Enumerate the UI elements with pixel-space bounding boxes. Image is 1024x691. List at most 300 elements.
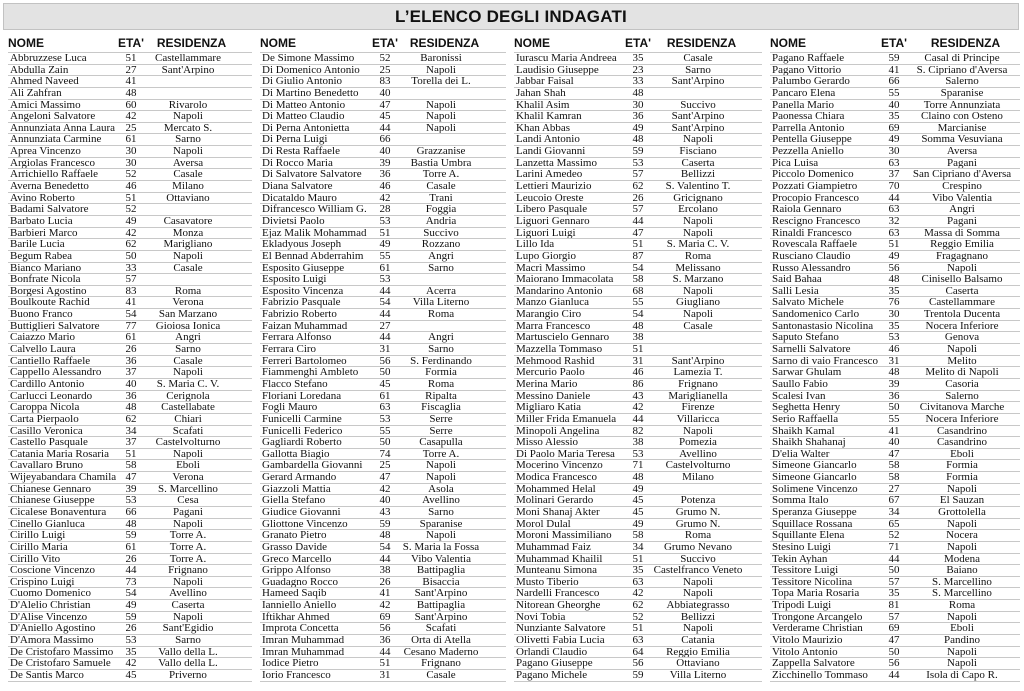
residence-cell: S. Valentino T.	[665, 181, 731, 192]
residence-cell: Napoli	[683, 227, 713, 239]
table-row	[770, 414, 1020, 426]
age-cell: 36	[125, 389, 137, 402]
rows-list	[514, 52, 762, 682]
age-cell: 31	[632, 354, 644, 367]
age-cell: 53	[888, 331, 900, 344]
residence-cell: Napoli	[173, 518, 203, 530]
name-cell: Ianniello Aniello	[262, 600, 337, 611]
residence-cell: Grazzanise	[416, 146, 466, 157]
residence-cell: Torre A.	[169, 553, 207, 565]
residence-cell: Serre	[429, 413, 453, 425]
table-row	[260, 344, 506, 356]
name-cell: Di Perna Antonietta	[262, 122, 350, 134]
residence-cell: Napoli	[173, 250, 203, 262]
name-cell: Ferreri Bartolomeo	[262, 355, 347, 367]
residence-cell	[648, 484, 748, 495]
age-cell: 31	[888, 354, 900, 367]
age-cell: 61	[125, 540, 137, 553]
age-cell: 57	[888, 575, 900, 588]
age-cell: 27	[125, 63, 137, 76]
residence-cell: Baiano	[946, 565, 978, 576]
name-cell: Annunziata Anna Laura	[10, 122, 116, 134]
name-cell: Marangio Ciro	[516, 309, 582, 320]
age-cell: 44	[632, 412, 644, 425]
name-cell: Floriani Loredana	[262, 390, 342, 402]
age-cell: 42	[632, 587, 644, 600]
residence-cell: Casoria	[945, 378, 979, 390]
residence-cell: Somma Vesuviana	[921, 134, 1003, 146]
name-cell: Esposito Giuseppe	[262, 262, 345, 274]
age-cell: 36	[125, 354, 137, 367]
age-cell: 63	[632, 575, 644, 588]
name-cell: Di Salvatore Salvatore	[262, 169, 362, 181]
name-cell: Misso Alessio	[516, 437, 579, 448]
table-row	[770, 635, 1020, 647]
table-row	[770, 251, 1020, 263]
residence-cell: Avellino	[679, 448, 717, 460]
age-cell: 26	[125, 622, 137, 635]
header-name: NOME	[514, 36, 550, 50]
age-cell: 44	[888, 191, 900, 204]
residence-cell: Succivo	[680, 553, 716, 565]
residence-cell: Lamezia T.	[673, 367, 723, 378]
name-cell: Serio Raffaella	[772, 413, 839, 425]
age-cell: 69	[888, 622, 900, 635]
residence-cell: Orta di Atella	[411, 635, 471, 646]
residence-cell	[648, 332, 748, 343]
age-cell: 61	[125, 331, 137, 344]
age-cell: 26	[125, 343, 137, 356]
residence-cell: Grumo N.	[675, 506, 721, 518]
residence-cell: Sparanise	[940, 87, 984, 99]
table-row	[770, 379, 1020, 391]
table-row	[260, 507, 506, 519]
residence-cell: Serre	[429, 425, 453, 437]
age-cell: 59	[379, 517, 391, 530]
header-name: NOME	[8, 36, 44, 50]
age-cell: 51	[632, 552, 644, 565]
name-cell: Liguori Gennaro	[516, 215, 590, 227]
table-row	[514, 670, 762, 682]
age-cell: 48	[125, 401, 137, 414]
age-cell: 56	[632, 657, 644, 670]
name-cell: Hameed Saqib	[262, 588, 327, 600]
residence-cell: Trani	[429, 192, 453, 204]
residence-cell: Chiari	[174, 413, 202, 425]
name-cell: Ahmed Naveed	[10, 76, 79, 87]
age-cell: 52	[125, 168, 137, 181]
name-cell: Pagano Michele	[516, 669, 588, 681]
table-row	[770, 181, 1020, 193]
age-cell: 65	[888, 517, 900, 530]
age-cell: 50	[888, 645, 900, 658]
table-row	[770, 507, 1020, 519]
age-cell: 55	[632, 296, 644, 309]
residence-cell: Roma	[427, 378, 455, 390]
name-cell: Calvello Laura	[10, 344, 76, 355]
residence-cell: Napoli	[683, 623, 713, 635]
age-cell: 45	[632, 494, 644, 507]
table-row	[770, 216, 1020, 228]
name-cell: Khan Abbas	[516, 122, 571, 134]
age-cell: 67	[888, 494, 900, 507]
name-cell: Parrella Antonio	[772, 122, 845, 134]
table-row	[260, 88, 506, 100]
table-row	[8, 53, 252, 65]
name-cell: Badami Salvatore	[10, 204, 89, 215]
name-cell: Aprea Vincenzo	[10, 146, 81, 157]
residence-cell: Ercolano	[678, 204, 718, 215]
residence-cell: Pagani	[173, 506, 203, 518]
residence-cell: Sarno	[175, 344, 201, 355]
table-row	[514, 635, 762, 647]
age-cell: 35	[888, 587, 900, 600]
name-cell: Somma Italo	[772, 495, 829, 506]
name-cell: Funicelli Federico	[262, 425, 343, 437]
name-cell: Pagano Raffaele	[772, 53, 845, 64]
age-cell: 63	[379, 401, 391, 414]
age-cell: 42	[125, 110, 137, 123]
name-cell: Ejaz Malik Mohammad	[262, 227, 367, 239]
residence-cell: Sarno	[428, 506, 454, 518]
name-cell: Cardillo Antonio	[10, 378, 85, 390]
name-cell: Di Resta Raffaele	[262, 146, 340, 157]
table-row	[770, 344, 1020, 356]
rows-list	[770, 52, 1020, 682]
name-cell: Speranza Giuseppe	[772, 506, 857, 518]
residence-cell: Villa Literno	[412, 297, 470, 309]
age-cell: 48	[125, 517, 137, 530]
name-cell: Pica Luisa	[772, 157, 819, 169]
residence-cell: Casandrino	[936, 437, 988, 448]
age-cell: 35	[888, 110, 900, 123]
age-cell: 27	[379, 319, 391, 332]
residence-cell: Sparanise	[419, 518, 463, 530]
name-cell: Molinari Gerardo	[516, 495, 594, 506]
table-row	[8, 216, 252, 228]
name-cell: Squillante Elena	[772, 530, 845, 541]
name-cell: Averna Benedetto	[10, 181, 89, 192]
age-cell: 26	[632, 191, 644, 204]
residence-cell: Ripalta	[425, 390, 457, 402]
name-cell: Nitorean Gheorghe	[516, 600, 601, 611]
table-row	[8, 379, 252, 391]
residence-cell: Firenze	[681, 402, 715, 413]
age-cell: 47	[888, 447, 900, 460]
name-cell: Di Paolo Maria Teresa	[516, 448, 615, 460]
name-cell: Panella Mario	[772, 99, 835, 111]
name-cell: Nardelli Francesco	[516, 588, 600, 600]
header-age: ETA'	[881, 36, 907, 50]
column-header	[770, 34, 1020, 52]
name-cell: Pagano Vittorio	[772, 64, 842, 76]
age-cell: 25	[379, 459, 391, 472]
name-cell: Liguori Luigi	[516, 227, 576, 239]
age-cell: 56	[888, 261, 900, 274]
residence-cell: Napoli	[947, 262, 977, 274]
age-cell: 26	[379, 575, 391, 588]
residence-cell: San Marzano	[158, 309, 218, 320]
age-cell: 44	[888, 668, 900, 681]
residence-cell: Napoli	[683, 588, 713, 600]
name-cell: Ali Zahfran	[10, 87, 62, 99]
age-cell: 53	[379, 214, 391, 227]
residence-cell: Napoli	[683, 285, 713, 297]
residence-cell: Scafati	[425, 623, 457, 635]
name-cell: Carlucci Leonardo	[10, 390, 93, 402]
age-cell: 41	[125, 296, 137, 309]
header-name: NOME	[260, 36, 296, 50]
name-cell: Muhammad Faiz	[516, 541, 591, 553]
name-cell: Zicchinello Tommaso	[772, 669, 868, 681]
name-cell: Mazzella Tommaso	[516, 344, 603, 355]
residence-cell: Formia	[946, 472, 978, 483]
name-cell: Topa Maria Rosaria	[772, 588, 860, 600]
name-cell: Salvato Michele	[772, 297, 844, 309]
name-cell: Lettieri Maurizio	[516, 181, 592, 192]
name-cell: Laudisio Giuseppe	[516, 64, 599, 76]
age-cell: 33	[125, 261, 137, 274]
name-cell: Mehmood Rashid	[516, 355, 595, 367]
table-row	[8, 635, 252, 647]
name-cell: Marra Francesco	[516, 320, 591, 332]
residence-cell: Succivo	[680, 99, 716, 111]
name-cell: Ferrara Ciro	[262, 344, 317, 355]
residence-cell: Napoli	[683, 576, 713, 588]
residence-cell: Battipaglia	[416, 565, 466, 576]
name-cell: Cirillo Maria	[10, 541, 68, 553]
age-cell: 47	[379, 98, 391, 111]
age-cell: 57	[632, 203, 644, 216]
table-row	[8, 542, 252, 554]
residence-cell: Napoli	[426, 99, 456, 111]
name-cell: Argiolas Francesco	[10, 157, 96, 169]
name-cell: Orlandi Claudio	[516, 646, 588, 658]
name-cell: Barbieri Marco	[10, 227, 78, 239]
residence-cell: Vallo della L.	[158, 646, 218, 658]
table-row	[260, 635, 506, 647]
residence-cell: Napoli	[947, 611, 977, 623]
residence-cell: Marigliano	[163, 239, 213, 250]
age-cell: 44	[888, 552, 900, 565]
age-cell: 34	[125, 424, 137, 437]
age-cell: 66	[125, 505, 137, 518]
table-row	[8, 507, 252, 519]
residence-cell: Modena	[943, 553, 981, 565]
name-cell: Maiorano Immacolata	[516, 274, 614, 285]
name-cell: Tekin Ayhan	[772, 553, 828, 565]
name-cell: De Simone Massimo	[262, 53, 355, 64]
age-cell: 57	[125, 273, 137, 286]
age-cell: 42	[379, 191, 391, 204]
age-cell: 56	[888, 657, 900, 670]
age-cell: 42	[632, 401, 644, 414]
residence-cell: Eboli	[176, 460, 200, 472]
residence-cell: Torre Annunziata	[923, 99, 1001, 111]
age-cell: 31	[379, 343, 391, 356]
residence-cell: Casale	[173, 169, 203, 181]
age-cell: 49	[632, 482, 644, 495]
name-cell: Moroni Massimiliano	[516, 530, 612, 541]
residence-cell: Sant'Arpino	[671, 355, 725, 367]
name-cell: Salli Lesia	[772, 285, 819, 297]
table-row	[770, 670, 1020, 682]
residence-cell: Napoli	[426, 530, 456, 541]
table-row	[514, 507, 762, 519]
name-cell: Merina Mario	[516, 378, 578, 390]
residence-cell: Napoli	[947, 483, 977, 495]
name-cell: Munteanu Simona	[516, 565, 597, 576]
table-row	[8, 181, 252, 193]
residence-cell: Sarno	[175, 635, 201, 646]
name-cell: Divietsi Paolo	[262, 215, 325, 227]
table-row	[770, 309, 1020, 321]
header-residence: RESIDENZA	[666, 36, 737, 50]
name-cell: Russo Alessandro	[772, 262, 851, 274]
age-cell: 45	[125, 668, 137, 681]
age-cell: 41	[125, 75, 137, 88]
name-cell: Cinello Gianluca	[10, 518, 85, 530]
name-cell: Faizan Muhammad	[262, 320, 348, 332]
name-cell: Pagano Giuseppe	[516, 658, 593, 669]
age-cell: 45	[379, 110, 391, 123]
name-cell: Sarnelli Salvatore	[772, 344, 851, 355]
age-cell: 38	[632, 331, 644, 344]
name-cell: Saputo Stefano	[772, 332, 839, 344]
age-cell: 48	[632, 86, 644, 99]
name-cell: Landi Giovanni	[516, 146, 586, 157]
name-cell: Funicelli Carmine	[262, 413, 342, 425]
name-cell: Rovescala Raffaele	[772, 239, 858, 250]
age-cell: 59	[125, 529, 137, 542]
residence-cell: Reggio Emilia	[930, 239, 994, 250]
name-cell: Muhammad Khailil	[516, 553, 603, 565]
age-cell: 53	[379, 273, 391, 286]
age-cell: 71	[632, 459, 644, 472]
age-cell: 38	[379, 564, 391, 577]
age-cell: 48	[632, 319, 644, 332]
age-cell: 59	[632, 668, 644, 681]
age-cell: 44	[379, 308, 391, 321]
title-bar	[3, 3, 1019, 30]
header-name: NOME	[770, 36, 806, 50]
residence-cell: Abbiategrasso	[666, 600, 730, 611]
residence-cell: Fragagnano	[936, 250, 988, 262]
age-cell: 42	[125, 657, 137, 670]
age-cell: 86	[632, 377, 644, 390]
age-cell: 26	[125, 552, 137, 565]
residence-cell: Bisaccia	[422, 576, 460, 588]
residence-cell: Casale	[426, 669, 456, 681]
name-cell: Verderame Christian	[772, 623, 863, 635]
residence-cell: Casandrino	[936, 425, 988, 437]
name-cell: D'Alise Vincenzo	[10, 611, 88, 623]
residence-cell: Angri	[949, 204, 975, 215]
list-column-1	[8, 34, 252, 682]
name-cell: Rescigno Francesco	[772, 215, 861, 227]
name-cell: Fabrizio Pasquale	[262, 297, 341, 309]
name-cell: Di Rocco Maria	[262, 157, 333, 169]
age-cell: 76	[888, 296, 900, 309]
age-cell: 63	[888, 203, 900, 216]
residence-cell: Monza	[172, 227, 204, 239]
residence-cell: Claino con Osteno	[921, 111, 1003, 122]
table-row	[514, 472, 762, 484]
age-cell: 63	[888, 226, 900, 239]
name-cell: Tessitore Nicolina	[772, 576, 853, 588]
name-cell: Martuscielo Gennaro	[516, 332, 610, 344]
name-cell: Di Matteo Claudio	[262, 111, 345, 122]
age-cell: 54	[379, 296, 391, 309]
name-cell: Catania Maria Rosaria	[10, 448, 109, 460]
table-row	[770, 600, 1020, 612]
residence-cell: Verona	[172, 297, 204, 309]
name-cell: Abbruzzese Luca	[10, 53, 87, 64]
age-cell: 43	[632, 389, 644, 402]
name-cell: Procopio Francesco	[772, 192, 860, 204]
age-cell: 50	[888, 401, 900, 414]
age-cell: 54	[125, 587, 137, 600]
name-cell: Simeone Giancarlo	[772, 472, 857, 483]
header-residence: RESIDENZA	[156, 36, 227, 50]
name-cell: D'Aniello Agostino	[10, 623, 96, 635]
name-cell: Messino Daniele	[516, 390, 591, 402]
age-cell: 41	[379, 587, 391, 600]
table-row	[8, 414, 252, 426]
age-cell: 48	[632, 471, 644, 484]
age-cell: 55	[888, 86, 900, 99]
name-cell: Iurascu Maria Andreea	[516, 53, 617, 64]
name-cell: Carta Pierpaolo	[10, 413, 79, 425]
name-cell: Esposito Vincenza	[262, 285, 344, 297]
age-cell: 49	[632, 121, 644, 134]
residence-cell: Aversa	[172, 157, 204, 169]
page-title: L’ELENCO DEGLI INDAGATI	[395, 6, 627, 26]
age-cell: 35	[888, 284, 900, 297]
residence-cell: Marcianise	[937, 122, 987, 134]
name-cell: Cirillo Luigi	[10, 530, 66, 541]
name-cell: Buttiglieri Salvatore	[10, 320, 100, 332]
age-cell: 54	[379, 540, 391, 553]
residence-cell: Gricignano	[673, 192, 723, 204]
age-cell: 52	[888, 529, 900, 542]
name-cell: Avino Roberto	[10, 192, 75, 204]
residence-cell: Isola di Capo R.	[926, 669, 998, 681]
residence-cell: Andria	[425, 215, 457, 227]
name-cell: Jahan Shah	[516, 87, 566, 99]
residence-cell: Avellino	[422, 495, 460, 506]
residence-cell: Aversa	[946, 146, 978, 157]
age-cell: 37	[888, 168, 900, 181]
residence-cell: Roma	[174, 285, 202, 297]
name-cell: Zappella Salvatore	[772, 658, 855, 669]
name-cell: Amici Massimo	[10, 99, 81, 111]
age-cell: 30	[125, 156, 137, 169]
name-cell: Mohammed Helal	[516, 483, 596, 495]
name-cell: Fiammenghi Ambleto	[262, 367, 359, 378]
name-cell: Chianese Giuseppe	[10, 495, 95, 506]
name-cell: Sarno di vaio Francesco	[772, 355, 878, 367]
age-cell: 87	[632, 249, 644, 262]
age-cell: 73	[125, 575, 137, 588]
residence-cell: Napoli	[426, 472, 456, 483]
table-row	[8, 309, 252, 321]
age-cell: 54	[125, 308, 137, 321]
name-cell: Gerard Armando	[262, 472, 337, 483]
name-cell: Di Martino Benedetto	[262, 87, 359, 99]
name-cell: Saullo Fabio	[772, 378, 828, 390]
name-cell: Fabrizio Roberto	[262, 309, 337, 320]
